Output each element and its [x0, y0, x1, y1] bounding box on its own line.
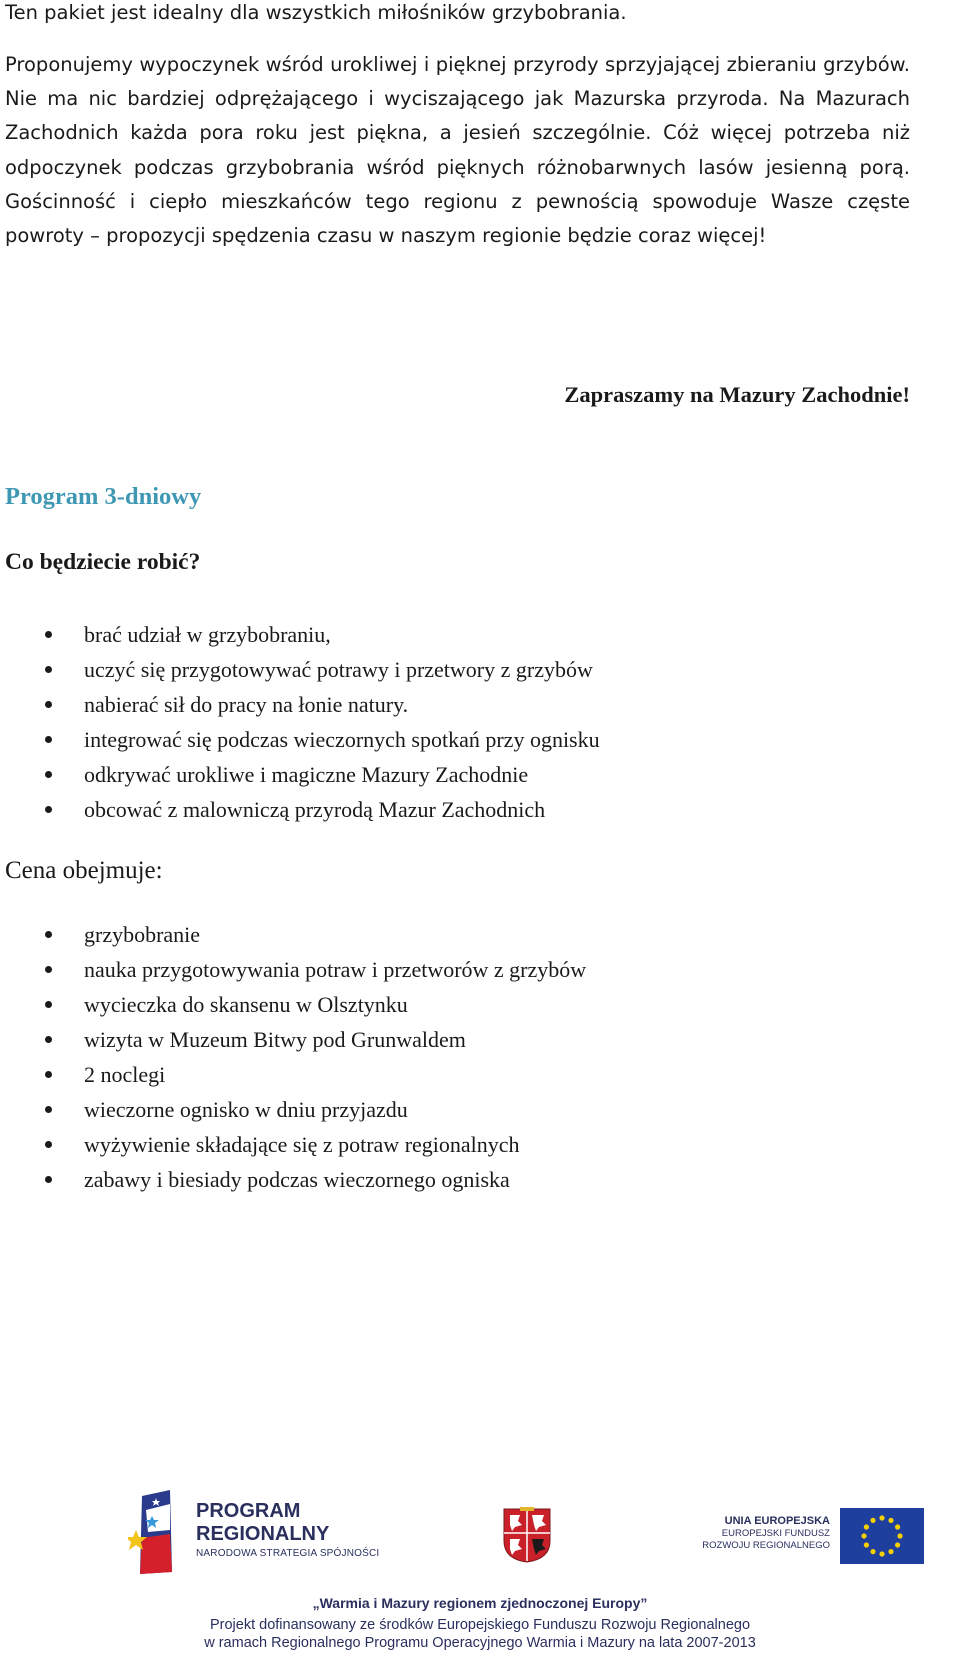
- program-logo-line2: REGIONALNY: [196, 1523, 330, 1545]
- bullet-icon: [45, 966, 52, 973]
- eu-logo-line2: EUROPEJSKI FUNDUSZ: [721, 1528, 830, 1539]
- list-item: wyżywienie składające się z potraw regionalnych: [0, 1127, 586, 1162]
- bullet-icon: [45, 931, 52, 938]
- list-item: grzybobranie: [0, 917, 586, 952]
- program-logo-line3: NARODOWA STRATEGIA SPÓJNOŚCI: [196, 1548, 380, 1559]
- activities-list: [0, 617, 600, 827]
- description-paragraph: Proponujemy wypoczynek wśród urokliwej i pięknej przyrody sprzyjającej zbieraniu grzybów. Nie ma nic bardziej odprężającego i wyciszającego jak Mazurska przyroda. Na Mazurach Zachodnich każda pora roku jest piękna, a jesień szczególnie. Cóż więcej potrzeba niż odpoczynek podczas grzybobrania wśród pięknych różnobarwnych lasów jesienną porą. Gościnność i ciepło mieszkańców tego regionu z pewnością spowoduje Wasze częste powroty – propozycji spędzenia czasu w naszym regionie będzie coraz więcej!: [5, 53, 910, 248]
- list-item: odkrywać urokliwe i magiczne Mazury Zachodnie: [0, 757, 600, 792]
- intro-paragraph: Ten pakiet jest idealny dla wszystkich miłośników grzybobrania.: [5, 1, 627, 24]
- list-item: nauka przygotowywania potraw i przetworów z grzybów: [0, 952, 586, 987]
- list-item: brać udział w grzybobraniu,: [0, 617, 600, 652]
- list-item: 2 noclegi: [0, 1057, 586, 1092]
- price-heading: Cena obejmuje:: [5, 857, 163, 884]
- eu-logo-line1: UNIA EUROPEJSKA: [724, 1515, 830, 1527]
- footer-note-line1: Projekt dofinansowany ze środków Europejskiego Funduszu Rozwoju Regionalnego: [209, 1617, 751, 1633]
- eu-logo-line3: ROZWOJU REGIONALNEGO: [702, 1540, 830, 1551]
- footer-slogan: „Warmia i Mazury regionem zjednoczonej Europy”: [312, 1595, 648, 1611]
- program-regionalny-logo: [128, 1490, 388, 1576]
- bullet-icon: [45, 1071, 52, 1078]
- program-regionalny-mark-icon: [128, 1490, 198, 1576]
- bullet-icon: [45, 1176, 52, 1183]
- footer-note-line2: w ramach Regionalnego Programu Operacyjnego Warmia i Mazury na lata 2007-2013: [204, 1635, 756, 1651]
- closing-line: Zapraszamy na Mazury Zachodnie!: [564, 382, 910, 407]
- eu-logo: [700, 1508, 930, 1564]
- list-item: uczyć się przygotowywać potrawy i przetwory z grzybów: [0, 652, 600, 687]
- footer-logos: [0, 1490, 960, 1660]
- bullet-icon: [45, 736, 52, 743]
- bullet-icon: [45, 1036, 52, 1043]
- footer-note: [0, 1616, 960, 1652]
- bullet-icon: [45, 771, 52, 778]
- list-item: wieczorne ognisko w dniu przyjazdu: [0, 1092, 586, 1127]
- list-item: wycieczka do skansenu w Olsztynku: [0, 987, 586, 1022]
- bullet-icon: [45, 701, 52, 708]
- activities-heading: Co będziecie robić?: [5, 549, 201, 575]
- list-item: obcować z malowniczą przyrodą Mazur Zachodnich: [0, 792, 600, 827]
- eu-flag-icon: [840, 1508, 924, 1564]
- bullet-icon: [45, 631, 52, 638]
- program-heading: Program 3-dniowy: [5, 483, 202, 510]
- bullet-icon: [45, 1141, 52, 1148]
- bullet-icon: [45, 806, 52, 813]
- price-list: [0, 917, 586, 1197]
- coat-of-arms-icon: [502, 1507, 552, 1563]
- list-item: wizyta w Muzeum Bitwy pod Grunwaldem: [0, 1022, 586, 1057]
- program-logo-line1: PROGRAM: [196, 1500, 301, 1522]
- list-item: zabawy i biesiady podczas wieczornego ogniska: [0, 1162, 586, 1197]
- bullet-icon: [45, 666, 52, 673]
- list-item: integrować się podczas wieczornych spotkań przy ognisku: [0, 722, 600, 757]
- list-item: nabierać sił do pracy na łonie natury.: [0, 687, 600, 722]
- bullet-icon: [45, 1001, 52, 1008]
- bullet-icon: [45, 1106, 52, 1113]
